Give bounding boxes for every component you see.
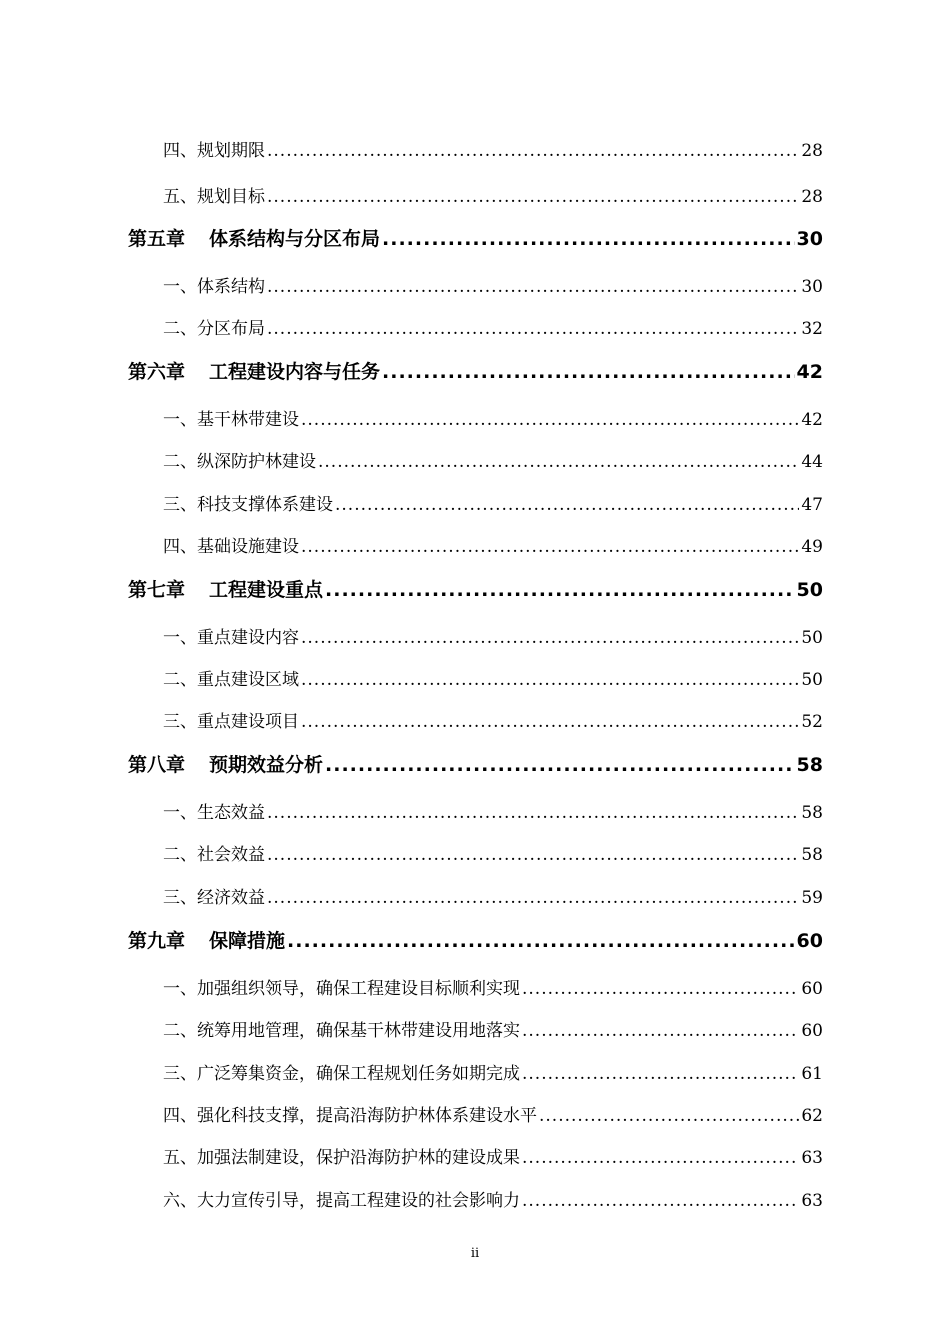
toc-section-title: 三、经济效益 xyxy=(163,888,265,908)
leader-dots xyxy=(301,537,799,557)
leader-dots xyxy=(522,1021,799,1041)
leader-dots xyxy=(267,141,799,161)
toc-page-number: 60 xyxy=(801,1021,823,1041)
toc-section-entry xyxy=(0,272,950,297)
toc-section-title: 一、基干林带建设 xyxy=(163,410,299,430)
toc-page-number: 52 xyxy=(801,712,823,732)
leader-dots xyxy=(539,1106,799,1126)
toc-page-number: 60 xyxy=(796,930,823,952)
leader-dots xyxy=(382,361,795,383)
toc-section-entry xyxy=(0,136,950,161)
leader-dots xyxy=(301,628,799,648)
toc-page-number: 49 xyxy=(801,537,823,557)
toc-page-number: 58 xyxy=(801,845,823,865)
toc-section-entry xyxy=(0,1059,950,1084)
toc-chapter-label xyxy=(0,750,323,777)
toc-chapter-entry xyxy=(0,575,950,602)
leader-dots xyxy=(301,670,799,690)
leader-dots xyxy=(287,930,795,952)
toc-page-number: 61 xyxy=(801,1064,823,1084)
toc-section-title: 三、广泛筹集资金，确保工程规划任务如期完成 xyxy=(163,1064,520,1084)
toc-page-number: 44 xyxy=(801,452,823,472)
leader-dots xyxy=(301,712,799,732)
toc-section-title: 六、大力宣传引导，提高工程建设的社会影响力 xyxy=(163,1191,520,1211)
toc-chapter-entry xyxy=(0,357,950,384)
toc-chapter-label xyxy=(0,926,285,953)
toc-page-number: 28 xyxy=(801,141,823,161)
chapter-number: 第五章 xyxy=(128,228,186,250)
leader-dots xyxy=(335,495,799,515)
toc-page-number: 42 xyxy=(796,361,823,383)
leader-dots xyxy=(325,579,795,601)
leader-dots xyxy=(267,803,799,823)
chapter-title: 工程建设内容与任务 xyxy=(209,361,381,383)
toc-section-entry xyxy=(0,1101,950,1126)
toc-section-entry xyxy=(0,883,950,908)
chapter-number: 第六章 xyxy=(128,361,186,383)
leader-dots xyxy=(325,754,795,776)
toc-section-title: 四、强化科技支撑，提高沿海防护林体系建设水平 xyxy=(163,1106,537,1126)
toc-section-entry xyxy=(0,405,950,430)
toc-section-title: 二、重点建设区域 xyxy=(163,670,299,690)
chapter-number: 第八章 xyxy=(128,754,186,776)
toc-section-title: 一、体系结构 xyxy=(163,277,265,297)
toc-section-title: 二、纵深防护林建设 xyxy=(163,452,316,472)
toc-page-number: 42 xyxy=(801,410,823,430)
toc-section-entry xyxy=(0,532,950,557)
toc-section-entry xyxy=(0,490,950,515)
toc-page-number: 30 xyxy=(801,277,823,297)
toc-chapter-label xyxy=(0,224,380,251)
leader-dots xyxy=(267,277,799,297)
toc-section-title: 五、规划目标 xyxy=(163,187,265,207)
toc-section-entry xyxy=(0,1186,950,1211)
toc-page-number: 62 xyxy=(801,1106,823,1126)
chapter-title: 工程建设重点 xyxy=(209,579,324,601)
toc-page-number: 47 xyxy=(801,495,823,515)
toc-chapter-label xyxy=(0,357,380,384)
toc-section-title: 三、科技支撑体系建设 xyxy=(163,495,333,515)
leader-dots xyxy=(301,410,799,430)
toc-page-number: 50 xyxy=(801,670,823,690)
toc-chapter-entry xyxy=(0,926,950,953)
toc-page-number: 59 xyxy=(801,888,823,908)
toc-chapter-label xyxy=(0,575,323,602)
toc-section-title: 一、加强组织领导，确保工程建设目标顺利实现 xyxy=(163,979,520,999)
chapter-number: 第九章 xyxy=(128,930,186,952)
leader-dots xyxy=(318,452,799,472)
leader-dots xyxy=(267,845,799,865)
toc-chapter-entry xyxy=(0,224,950,251)
toc-page-number: 58 xyxy=(801,803,823,823)
leader-dots xyxy=(522,1148,799,1168)
toc-section-entry xyxy=(0,623,950,648)
toc-section-entry xyxy=(0,974,950,999)
leader-dots xyxy=(267,319,799,339)
chapter-title: 体系结构与分区布局 xyxy=(209,228,381,250)
toc-section-title: 四、基础设施建设 xyxy=(163,537,299,557)
toc-section-title: 二、统筹用地管理，确保基干林带建设用地落实 xyxy=(163,1021,520,1041)
toc-page-number: 28 xyxy=(801,187,823,207)
leader-dots xyxy=(522,979,799,999)
toc-section-title: 二、社会效益 xyxy=(163,845,265,865)
toc-page-number: 30 xyxy=(796,228,823,250)
toc-chapter-entry xyxy=(0,750,950,777)
toc-section-entry xyxy=(0,840,950,865)
toc-section-entry xyxy=(0,1143,950,1168)
toc-section-entry xyxy=(0,1016,950,1041)
chapter-title: 预期效益分析 xyxy=(209,754,324,776)
toc-section-title: 三、重点建设项目 xyxy=(163,712,299,732)
chapter-title: 保障措施 xyxy=(209,930,286,952)
leader-dots xyxy=(267,888,799,908)
page-number: ii xyxy=(470,1246,480,1261)
chapter-number: 第七章 xyxy=(128,579,186,601)
toc-section-title: 二、分区布局 xyxy=(163,319,265,339)
leader-dots xyxy=(522,1064,799,1084)
toc-section-entry xyxy=(0,182,950,207)
leader-dots xyxy=(522,1191,799,1211)
toc-page-number: 32 xyxy=(801,319,823,339)
toc-section-title: 四、规划期限 xyxy=(163,141,265,161)
toc-page-number: 60 xyxy=(801,979,823,999)
toc-section-title: 一、重点建设内容 xyxy=(163,628,299,648)
toc-page-number: 63 xyxy=(801,1191,823,1211)
toc-section-entry xyxy=(0,447,950,472)
toc-page-number: 50 xyxy=(801,628,823,648)
leader-dots xyxy=(382,228,795,250)
toc-page-number: 50 xyxy=(796,579,823,601)
toc-section-entry xyxy=(0,707,950,732)
toc-section-entry xyxy=(0,798,950,823)
toc-section-title: 五、加强法制建设，保护沿海防护林的建设成果 xyxy=(163,1148,520,1168)
leader-dots xyxy=(267,187,799,207)
toc-section-entry xyxy=(0,665,950,690)
toc-page-number: 63 xyxy=(801,1148,823,1168)
toc-page-number: 58 xyxy=(796,754,823,776)
toc-section-entry xyxy=(0,314,950,339)
toc-section-title: 一、生态效益 xyxy=(163,803,265,823)
